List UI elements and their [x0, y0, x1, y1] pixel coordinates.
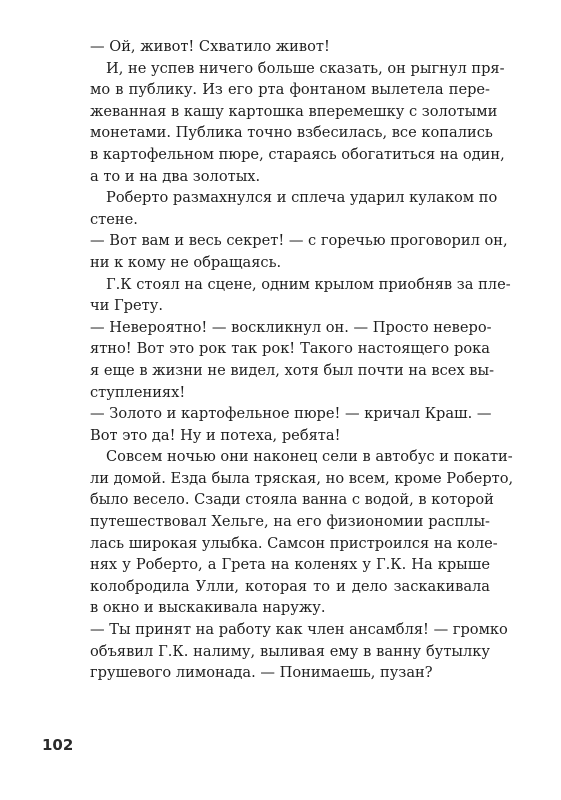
text-line: чи Грету.	[90, 297, 163, 315]
text-line: мо в публику. Из его рта фонтаном вылетела пере-	[90, 81, 490, 99]
text-line: жеванная в кашу картошка вперемешку с золотыми	[90, 102, 498, 120]
text-line: И, не успев ничего больше сказать, он рыгнул пря-	[106, 59, 505, 77]
text-line: ятно! Вот это рок так рок! Такого настоящего рока	[90, 340, 490, 358]
text-line: — Ой, живот! Схватило живот!	[90, 38, 330, 55]
text-line: нях у Роберто, а Грета на коленях у Г.К. На крыше	[90, 556, 490, 574]
text-line: монетами. Публика точно взбесилась, все копались	[90, 124, 493, 142]
text-line: в картофельном пюре, стараясь обогатиться на один,	[90, 145, 505, 163]
text-line: а то и на два золотых.	[90, 167, 261, 185]
text-line: Совсем ночью они наконец сели в автобус и покати-	[106, 448, 513, 466]
page-number: 102	[42, 736, 74, 754]
text-line: стене.	[90, 210, 138, 228]
text-line: лась широкая улыбка. Самсон пристроился на коле-	[90, 534, 498, 552]
text-line: в окно и выскакивала наружу.	[90, 599, 326, 617]
text-line: я еще в жизни не видел, хотя был почти на всех вы-	[90, 361, 495, 379]
text-line: — Невероятно! — воскликнул он. — Просто невеpo-	[90, 318, 492, 336]
text-line: — Золото и картофельное пюре! — кричал Краш. —	[90, 405, 492, 423]
body-text	[90, 36, 514, 684]
text-line: путешествовал Хельге, на его физиономии расплы-	[90, 513, 490, 531]
text-line: было весело. Сзади стояла ванна с водой, в которой	[90, 491, 494, 509]
text-line: ни к кому не обращаясь.	[90, 253, 282, 271]
text-line: ли домой. Езда была тряская, но всем, кроме Роберто,	[90, 469, 514, 487]
text-line: — Ты принят на работу как член ансамбля! — громко	[90, 621, 508, 639]
text-line: колобродила Улли, которая то и дело заскакивала	[90, 577, 490, 595]
text-line: грушевого лимонада. — Понимаешь, пузан?	[90, 664, 433, 682]
text-line: ступлениях!	[90, 383, 186, 401]
text-line: Роберто размахнулся и сплеча ударил кулаком по	[106, 189, 498, 207]
text-line: Г.К стоял на сцене, одним крылом приобняв за пле-	[106, 275, 511, 293]
text-line: — Вот вам и весь секрет! — с горечью проговорил он,	[90, 232, 508, 250]
text-line: Вот это да! Ну и потеха, ребята!	[90, 426, 341, 444]
text-line: объявил Г.К. налиму, выливая ему в ванну бутылку	[90, 642, 490, 660]
